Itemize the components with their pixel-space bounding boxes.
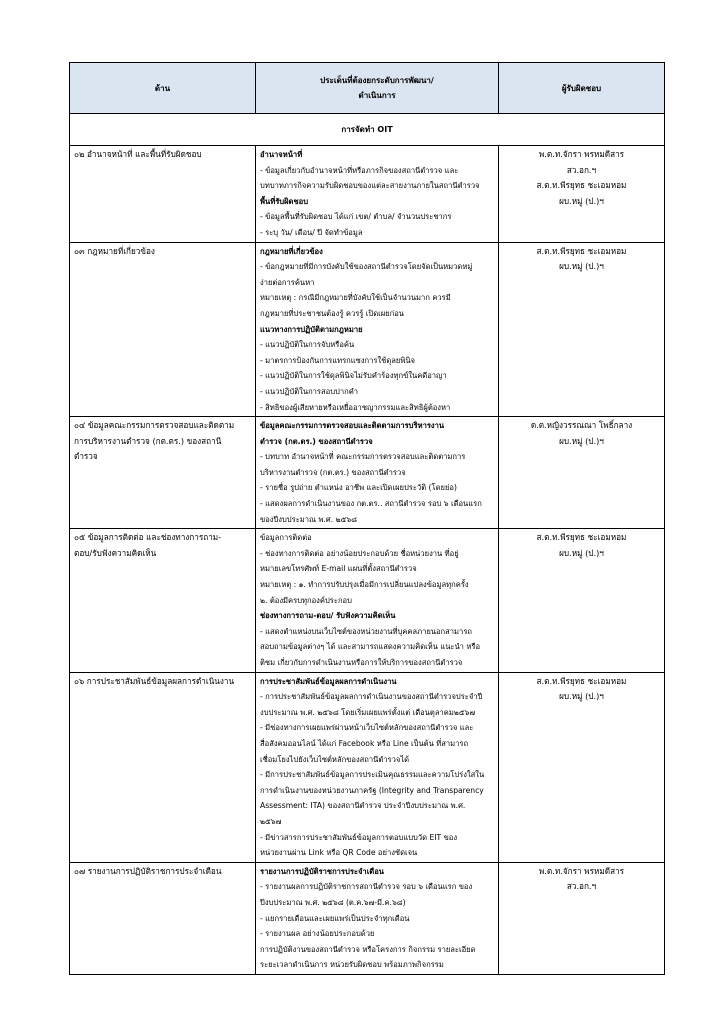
details-line: - มีช่องทางการเผยแพร่ผ่านหน้าเว็บไซต์หลักของสถานีตำรวจ และ	[260, 723, 474, 733]
details-line: ง่ายต่อการค้นหา	[260, 277, 315, 287]
details-line: ๒. ต้องมีครบทุกองค์ประกอบ	[260, 595, 352, 605]
responsible-line: ผบ.หมู่ (ป.)ฯ	[559, 691, 604, 702]
responsible-line: ส.ต.ท.พีรยุทธ ชะเอมหอม	[536, 532, 627, 543]
topic-line: ๐๕ ข้อมูลการติดต่อ และช่องทางการถาม-	[74, 532, 222, 543]
topic-cell	[70, 529, 256, 672]
responsible-cell	[499, 672, 665, 862]
document-page	[69, 62, 664, 975]
details-line: หน่วยงานผ่าน Link หรือ QR Code อย่างชัดเจน	[260, 848, 418, 858]
details-line: - รายงานผล อย่างน้อยประกอบด้วย	[260, 929, 375, 939]
details-cell	[256, 529, 499, 672]
header-issue-line: ดำเนินการ	[358, 91, 396, 100]
topic-line: ตอบ/รับฟังความคิดเห็น	[74, 547, 157, 558]
topic-line: การบริหารงานตำรวจ (กต.ตร.) ของสถานี	[74, 435, 222, 446]
details-line: หมายเลขโทรศัพท์ E-mail แผนที่ตั้งสถานีตำรวจ	[260, 564, 417, 574]
details-cell	[256, 146, 499, 243]
details-line: - แสดงตำแหน่งบนเว็บไซต์ของหน่วยงานที่บุคคลภายนอกสามารถ	[260, 626, 472, 636]
details-line: - รายงานผลการปฏิบัติราชการสถานีตำรวจ รอบ ๖ เดือนแรก ของ	[260, 882, 473, 892]
details-heading: กฎหมายที่เกี่ยวข้อง	[260, 246, 323, 256]
responsible-line: ส.ต.ท.พีรยุทธ ชะเอมหอม	[536, 675, 627, 686]
details-line: การดำเนินงานของหน่วยงานภาครัฐ (Integrity and Transparency	[260, 785, 484, 795]
details-line: - สิทธิของผู้เสียหายหรือเหยื่ออาชญากรรมและสิทธิผู้ต้องหา	[260, 402, 451, 412]
table-row	[70, 146, 665, 243]
details-line: - แนวปฏิบัติในการสอบปากคำ	[260, 386, 359, 396]
details-line: เชื่อมโยงไปยังเว็บไซต์หลักของสถานีตำรวจได้	[260, 754, 410, 764]
responsible-line: ส.ต.ท.พีรยุทธ ชะเอมหอม	[536, 180, 627, 191]
topic-cell	[70, 672, 256, 862]
details-line: หมายเหตุ : ๑. ทำการปรับปรุงเมื่อมีการเปลี่ยนแปลงข้อมูลทุกครั้ง	[260, 580, 469, 590]
header-responsible: ผู้รับผิดชอบ	[499, 63, 665, 114]
details-heading: ข้อมูลคณะกรรมการตรวจสอบและติดตามการบริหารงาน	[260, 421, 445, 431]
details-heading: การประชาสัมพันธ์ข้อมูลผลการดำเนินงาน	[260, 676, 397, 686]
details-line: - แนวปฏิบัติในการใช้ดุลพินิจไม่รับคำร้องทุกข์ในคดีอาญา	[260, 371, 447, 381]
table-row	[70, 529, 665, 672]
details-line: - รายชื่อ รูปถ่าย ตำแหน่ง อาชีพ และเปิดเผยประวัติ (โดยย่อ)	[260, 483, 457, 493]
details-line: - แสดงผลการดำเนินงานของ กต.ตร.. สถานีตำรวจ รอบ ๖ เดือนแรก	[260, 499, 482, 509]
details-line: หมายเหตุ : กรณีมีกฎหมายที่บังคับใช้เป็นจำนวนมาก ควรมี	[260, 293, 451, 303]
details-line: - มีข่าวสารการประชาสัมพันธ์ข้อมูลการตอบแบบวัด EIT ของ	[260, 832, 458, 842]
details-line: ๒๕๖๗	[260, 816, 282, 826]
details-line: บริหารงานตำรวจ (กต.ตร.) ของสถานีตำรวจ	[260, 467, 406, 477]
details-heading: แนวทางการปฏิบัติตามกฎหมาย	[260, 324, 363, 334]
topic-cell	[70, 417, 256, 529]
details-line: - ระบุ วัน/ เดือน/ ปี จัดทำข้อมูล	[260, 227, 363, 237]
responsible-cell	[499, 242, 665, 417]
table-row	[70, 242, 665, 417]
details-line: งบประมาณ พ.ศ. ๒๕๖๘ โดยเริ่มเผยแพร่ตั้งแต่ เดือนตุลาคม๒๕๖๗	[260, 707, 476, 717]
responsible-line: ผบ.หมู่ (ป.)ฯ	[559, 195, 604, 206]
details-line: ข้อมูลการติดต่อ	[260, 533, 312, 543]
responsible-line: ส.ต.ท.พีรยุทธ ชะเอมหอม	[536, 245, 627, 256]
details-line: - แยกรายเดือนและเผยแพร่เป็นประจำทุกเดือน	[260, 913, 410, 923]
details-line: ระยะเวลาดำเนินการ หน่วยรับผิดชอบ พร้อมภาพกิจกรรม	[260, 960, 444, 970]
topic-line: ตำรวจ	[74, 451, 98, 462]
details-heading: ช่องทางการถาม-ตอบ/ รับฟังความคิดเห็น	[260, 611, 396, 621]
details-line: ติชม เกี่ยวกับการดำเนินงานหรือการให้บริการของสถานีตำรวจ	[260, 658, 463, 667]
table-row	[70, 672, 665, 862]
details-line: - การประชาสัมพันธ์ข้อมูลผลการดำเนินงานของสถานีตำรวจประจำปี	[260, 692, 483, 702]
responsible-line: ผบ.หมู่ (ป.)ฯ	[559, 547, 604, 558]
section-row	[70, 114, 665, 146]
details-line: Assessment: ITA) ของสถานีตำรวจ ประจำปีงบประมาณ พ.ศ.	[260, 801, 466, 811]
responsible-line: ด.ต.หญิงวรรณณา โพธิ์กลาง	[530, 420, 633, 431]
details-line: บทบาทภารกิจความรับผิดชอบของแต่ละสายงานภายในสถานีตำรวจ	[260, 181, 480, 191]
table-row	[70, 417, 665, 529]
details-line: ปีงบประมาณ พ.ศ. ๒๕๖๘ (ต.ค.๖๗-มี.ค.๖๘)	[260, 897, 406, 907]
details-line: - มาตรการป้องกันการแทรกแซงการใช้ดุลยพินิจ	[260, 355, 416, 365]
responsible-line: สว.อก.ฯ	[566, 164, 597, 175]
details-cell	[256, 862, 499, 974]
details-line: สื่อสังคมออนไลน์ ได้แก่ Facebook หรือ Line เป็นต้น ที่สามารถ	[260, 738, 469, 748]
details-heading: รายงานการปฏิบัติราชการประจำเดือน	[260, 866, 384, 876]
details-line: ของปีงบประมาณ พ.ศ. ๒๕๖๘	[260, 514, 358, 524]
responsible-line: พ.ต.ท.จักรา พรหมดีสาร	[538, 865, 625, 876]
details-cell	[256, 242, 499, 417]
details-cell	[256, 672, 499, 862]
details-line: การปฏิบัติงานของสถานีตำรวจ หรือโครงการ กิจกรรม รายละเอียด	[260, 944, 476, 954]
details-line: - ข้อกฎหมายที่มีการบังคับใช้ของสถานีตำรวจโดยจัดเป็นหมวดหมู่	[260, 262, 473, 272]
responsible-line: ผบ.หมู่ (ป.)ฯ	[559, 261, 604, 272]
responsible-line: พ.ต.ท.จักรา พรหมดีสาร	[538, 149, 625, 159]
details-line: - มีการประชาสัมพันธ์ข้อมูลการประเมินคุณธรรมและความโปร่งใสใน	[260, 770, 485, 780]
responsible-cell	[499, 417, 665, 529]
section-title: การจัดทำ OIT	[70, 114, 665, 146]
details-line: - ข้อมูลพื้นที่รับผิดชอบ ได้แก่ เขต/ ตำบล/ จำนวนประชากร	[260, 212, 452, 222]
details-line: สอบถามข้อมูลต่างๆ ได้ และสามารถแสดงความคิดเห็น แนะนำ หรือ	[260, 642, 481, 652]
details-line: - ข้อมูลเกี่ยวกับอำนาจหน้าที่หรือภารกิจของสถานีตำรวจ และ	[260, 165, 459, 175]
details-line: กฎหมายที่ประชาชนต้องรู้ ควรรู้ เปิดเผยก่อน	[260, 308, 404, 318]
responsible-line: สว.อก.ฯ	[566, 881, 597, 892]
topic-line: ๐๖ การประชาสัมพันธ์ข้อมูลผลการดำเนินงาน	[74, 675, 235, 686]
topic-cell	[70, 862, 256, 974]
responsible-cell	[499, 146, 665, 243]
details-heading: ตำรวจ (กต.ตร.) ของสถานีตำรวจ	[260, 436, 373, 446]
details-heading: พื้นที่รับผิดชอบ	[260, 196, 309, 206]
details-line: - บทบาท อำนาจหน้าที่ คณะกรรมการตรวจสอบและติดตามการ	[260, 452, 466, 462]
header-aspect: ด้าน	[70, 63, 256, 114]
responsible-line: ผบ.หมู่ (ป.)ฯ	[559, 435, 604, 446]
details-cell	[256, 417, 499, 529]
table-body	[70, 146, 665, 975]
responsible-cell	[499, 529, 665, 672]
topic-line: ๐๗ รายงานการปฏิบัติราชการประจำเดือน	[74, 865, 222, 876]
topic-cell	[70, 146, 256, 243]
header-issue-line: ประเด็นที่ต้องยกระดับการพัฒนา/	[320, 76, 434, 85]
topic-line: ๐๒ อำนาจหน้าที่ และพื้นที่รับผิดชอบ	[74, 149, 202, 159]
topic-cell	[70, 242, 256, 417]
responsible-cell	[499, 862, 665, 974]
topic-line: ๐๓ กฎหมายที่เกี่ยวข้อง	[74, 245, 155, 256]
table-header-row	[70, 63, 665, 114]
topic-line: ๐๔ ข้อมูลคณะกรรมการตรวจสอบและติดตาม	[74, 420, 235, 431]
improvement-table	[69, 62, 665, 975]
header-issue	[256, 63, 499, 114]
details-line: - แนวปฏิบัติในการจับหรือค้น	[260, 340, 355, 350]
table-row	[70, 862, 665, 974]
details-line: - ช่องทางการติดต่อ อย่างน้อยประกอบด้วย ชื่อหน่วยงาน ที่อยู่	[260, 548, 459, 558]
details-heading: อำนาจหน้าที่	[260, 150, 303, 159]
